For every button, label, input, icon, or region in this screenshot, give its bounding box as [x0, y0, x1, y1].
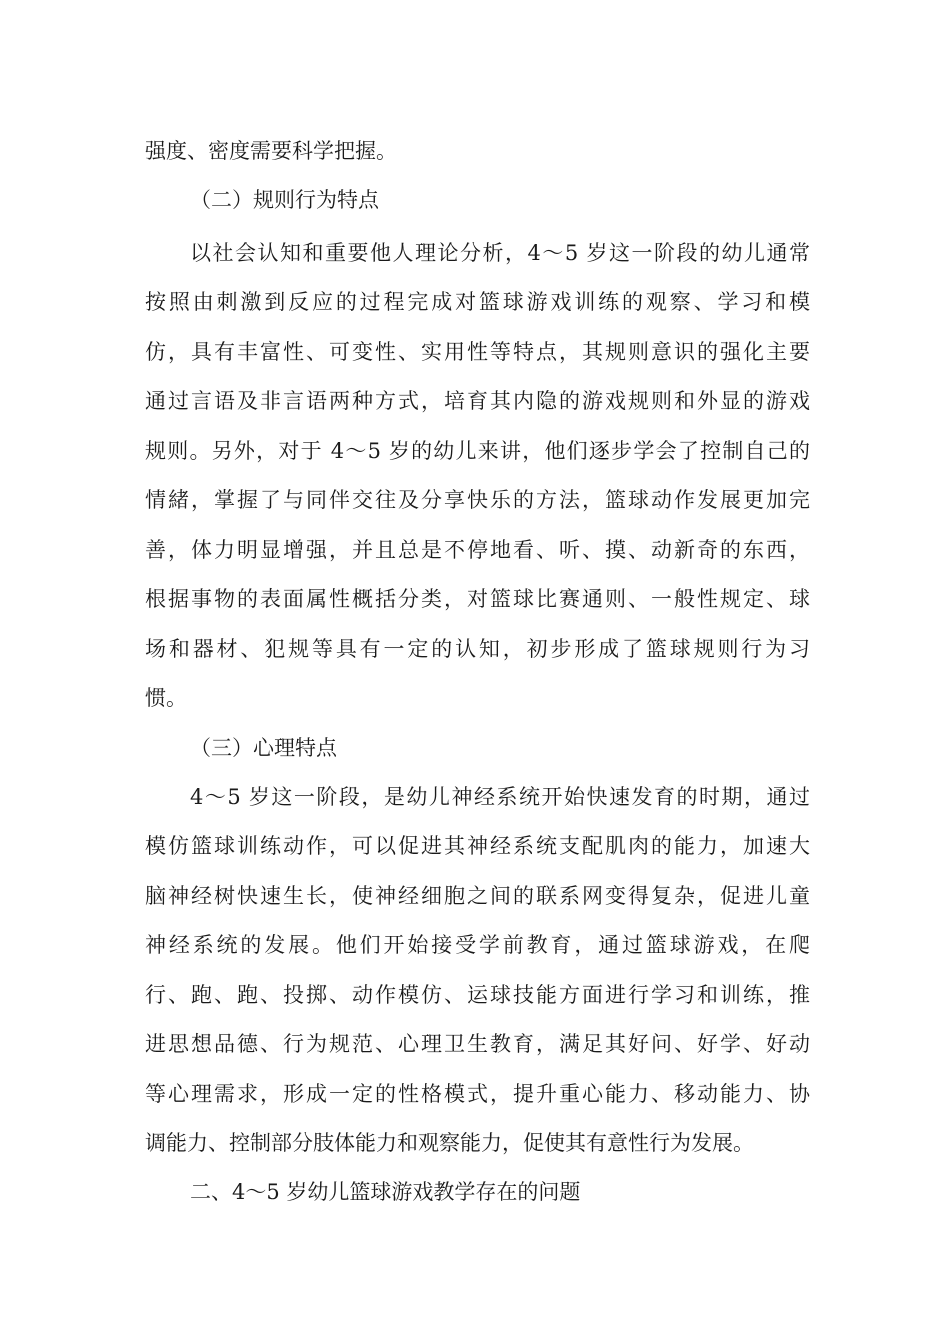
paragraph-line: 根据事物的表面属性概括分类，对篮球比赛通则、一般性规定、球 [145, 587, 810, 611]
paragraph-line: 4～5 岁这一阶段，是幼儿神经系统开始快速发育的时期，通过 [190, 785, 810, 809]
subsection-heading-psych: （三）心理特点 [190, 736, 337, 760]
paragraph-line: 仿，具有丰富性、可变性、实用性等特点，其规则意识的强化主要 [145, 340, 810, 364]
paragraph-line: 情緒，掌握了与同伴交往及分享快乐的方法，篮球动作发展更加完 [145, 488, 810, 512]
paragraph-line: 模仿篮球训练动作，可以促进其神经系统支配肌肉的能力，加速大 [145, 834, 810, 858]
paragraph-line: 善，体力明显增强，并且总是不停地看、听、摸、动新奇的东西， [145, 538, 810, 562]
paragraph-line: 场和器材、犯规等具有一定的认知，初步形成了篮球规则行为习 [145, 637, 810, 661]
paragraph-line: 通过言语及非言语两种方式，培育其内隐的游戏规则和外显的游戏 [145, 389, 810, 413]
paragraph-line: 调能力、控制部分肢体能力和观察能力，促使其有意性行为发展。 [145, 1131, 754, 1155]
paragraph-line: 神经系统的发展。他们开始接受学前教育，通过篮球游戏，在爬 [145, 933, 810, 957]
paragraph-line: 惯。 [145, 686, 187, 710]
paragraph-line: 脑神经树快速生长，使神经细胞之间的联系网变得复杂，促进儿童 [145, 884, 810, 908]
subsection-heading-rules: （二）规则行为特点 [190, 188, 379, 212]
paragraph-line: 规则。另外，对于 4～5 岁的幼儿来讲，他们逐步学会了控制自己的 [145, 439, 810, 463]
paragraph-line: 以社会认知和重要他人理论分析，4～5 岁这一阶段的幼儿通常 [190, 241, 810, 265]
section-heading: 二、4～5 岁幼儿篮球游戏教学存在的问题 [190, 1180, 581, 1204]
paragraph-line: 行、跑、跑、投掷、动作模仿、运球技能方面进行学习和训练，推 [145, 983, 810, 1007]
paragraph-line: 强度、密度需要科学把握。 [145, 139, 397, 163]
paragraph-line: 进思想品德、行为规范、心理卫生教育，满足其好问、好学、好动 [145, 1032, 810, 1056]
paragraph-line: 按照由刺激到反应的过程完成对篮球游戏训练的观察、学习和模 [145, 290, 810, 314]
paragraph-line: 等心理需求，形成一定的性格模式，提升重心能力、移动能力、协 [145, 1082, 810, 1106]
